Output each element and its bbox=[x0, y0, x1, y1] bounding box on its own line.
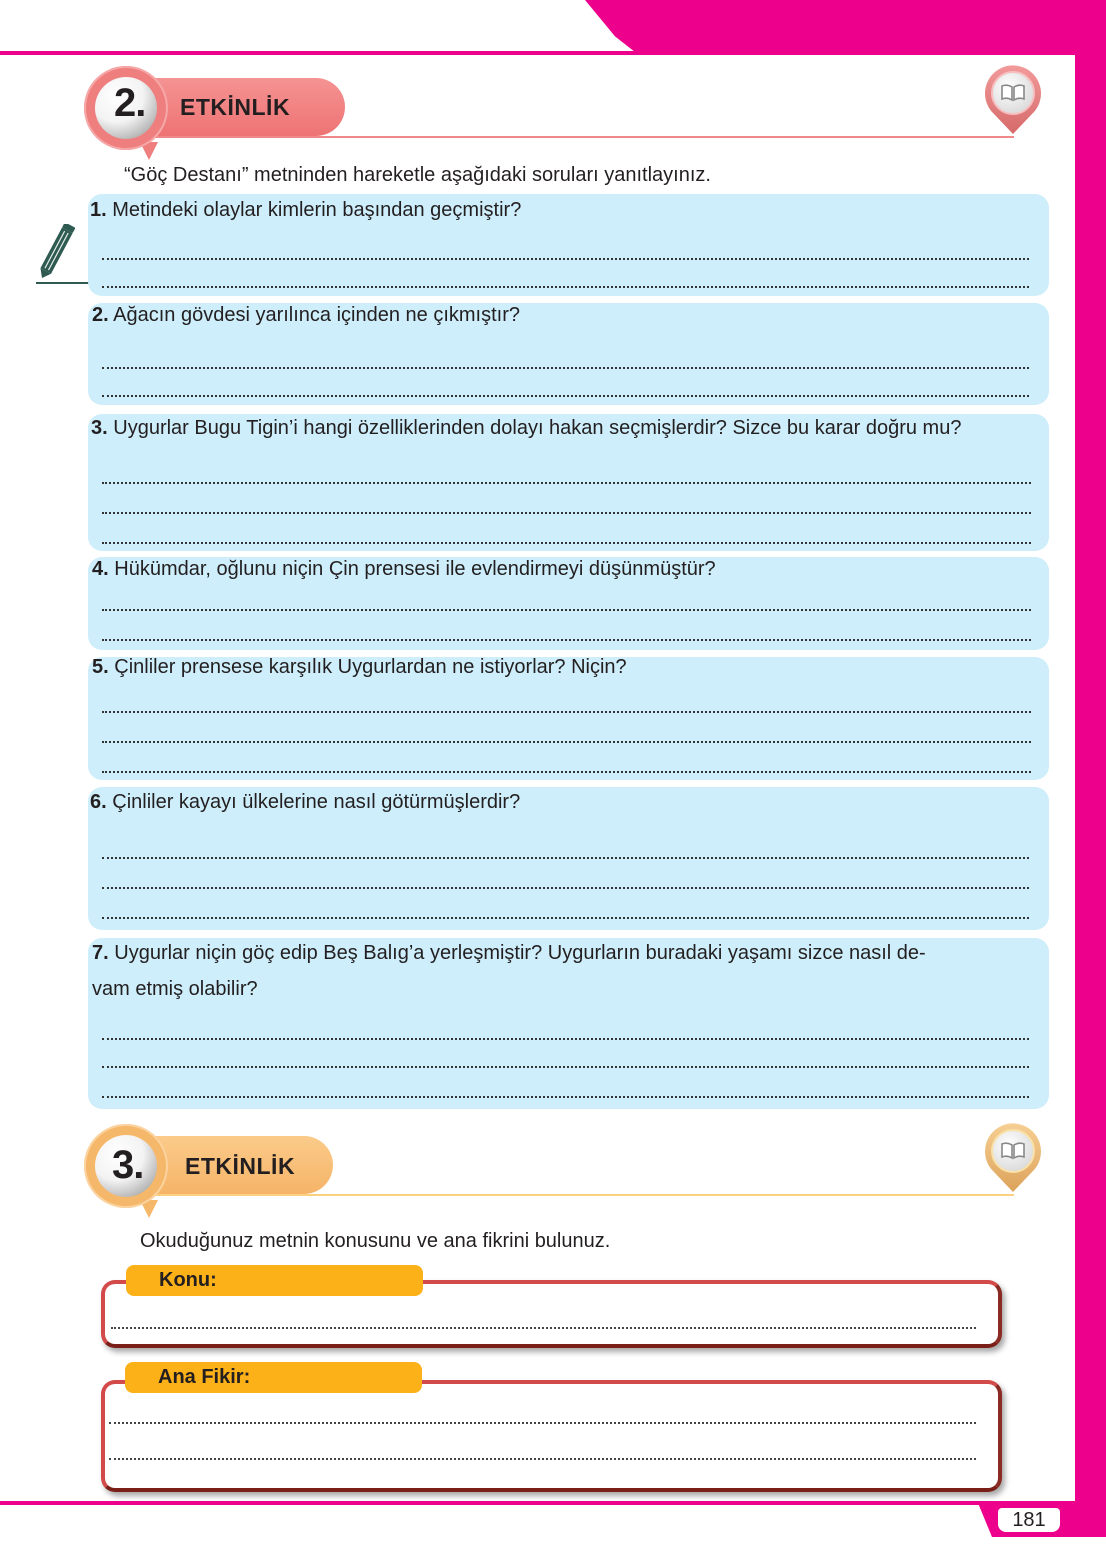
main-idea-label: Ana Fikir: bbox=[125, 1362, 422, 1393]
question-2-text: 2. Ağacın gövdesi yarılınca içinden ne çıkmıştır? bbox=[92, 304, 521, 326]
activity-3-instruction: Okuduğunuz metnin konusunu ve ana fikrini bulunuz. bbox=[140, 1230, 611, 1252]
answer-line[interactable] bbox=[102, 286, 1029, 288]
question-7-text-continued: vam etmiş olabilir? bbox=[92, 978, 258, 1000]
activity-3-title: ETKİNLİK bbox=[185, 1153, 296, 1179]
answer-line[interactable] bbox=[102, 887, 1029, 889]
activity-2-header bbox=[0, 64, 1106, 154]
question-3-box bbox=[88, 414, 1049, 551]
answer-line[interactable] bbox=[102, 857, 1029, 859]
answer-line[interactable] bbox=[102, 639, 1031, 641]
question-2-box bbox=[88, 303, 1049, 405]
book-icon bbox=[980, 64, 1046, 136]
question-4-text: 4. Hükümdar, oğlunu niçin Çin prensesi ile evlendirmeyi düşünmüştür? bbox=[92, 558, 716, 580]
answer-line[interactable] bbox=[102, 609, 1031, 611]
activity-2-instruction: “Göç Destanı” metninden hareketle aşağıdaki soruları yanıtlayınız. bbox=[124, 164, 711, 186]
answer-line[interactable] bbox=[109, 1458, 976, 1460]
question-6-box bbox=[88, 787, 1049, 930]
top-border-line bbox=[0, 51, 1106, 55]
answer-line[interactable] bbox=[102, 741, 1031, 743]
topic-label: Konu: bbox=[126, 1265, 423, 1296]
question-4-box bbox=[88, 557, 1049, 650]
answer-line[interactable] bbox=[102, 1066, 1029, 1068]
activity-3-rule bbox=[150, 1194, 1014, 1196]
page-number: 181 bbox=[998, 1508, 1060, 1532]
answer-line[interactable] bbox=[102, 542, 1031, 544]
answer-line[interactable] bbox=[102, 1038, 1029, 1040]
answer-line[interactable] bbox=[109, 1422, 976, 1424]
right-decorative-band bbox=[1075, 52, 1106, 1502]
answer-line[interactable] bbox=[102, 482, 1031, 484]
answer-line[interactable] bbox=[102, 711, 1031, 713]
question-5-box bbox=[88, 657, 1049, 780]
activity-2-number: 2. bbox=[114, 81, 146, 125]
question-5-text: 5. Çinliler prensese karşılık Uygurlardan ne istiyorlar? Niçin? bbox=[92, 656, 627, 678]
activity-2-rule bbox=[150, 136, 1014, 138]
answer-line[interactable] bbox=[102, 917, 1029, 919]
answer-line[interactable] bbox=[111, 1327, 976, 1329]
answer-line[interactable] bbox=[102, 367, 1029, 369]
bottom-border-line bbox=[0, 1501, 1106, 1505]
answer-line[interactable] bbox=[102, 771, 1031, 773]
pencil-icon bbox=[36, 224, 96, 286]
main-idea-answer-box bbox=[101, 1380, 1002, 1492]
answer-line[interactable] bbox=[102, 1096, 1029, 1098]
activity-2-title: ETKİNLİK bbox=[180, 94, 291, 120]
answer-line[interactable] bbox=[102, 512, 1031, 514]
book-icon bbox=[980, 1122, 1046, 1194]
activity-3-number: 3. bbox=[112, 1143, 144, 1187]
top-decorative-band bbox=[585, 0, 1106, 52]
answer-line[interactable] bbox=[102, 258, 1029, 260]
question-3-text: 3. Uygurlar Bugu Tigin’i hangi özelliklerinden dolayı hakan seçmişlerdir? Sizce bu karar doğru mu? bbox=[91, 417, 962, 439]
question-7-text: 7. Uygurlar niçin göç edip Beş Balıg’a yerleşmiştir? Uygurların buradaki yaşamı sizce nasıl de- bbox=[92, 942, 926, 964]
question-1-text: 1. Metindeki olaylar kimlerin başından geçmiştir? bbox=[90, 199, 522, 221]
question-6-text: 6. Çinliler kayayı ülkelerine nasıl götürmüşlerdir? bbox=[90, 791, 521, 813]
activity-3-header bbox=[0, 1122, 1106, 1212]
answer-line[interactable] bbox=[102, 395, 1029, 397]
question-7-box bbox=[88, 938, 1049, 1109]
question-1-box bbox=[88, 194, 1049, 296]
